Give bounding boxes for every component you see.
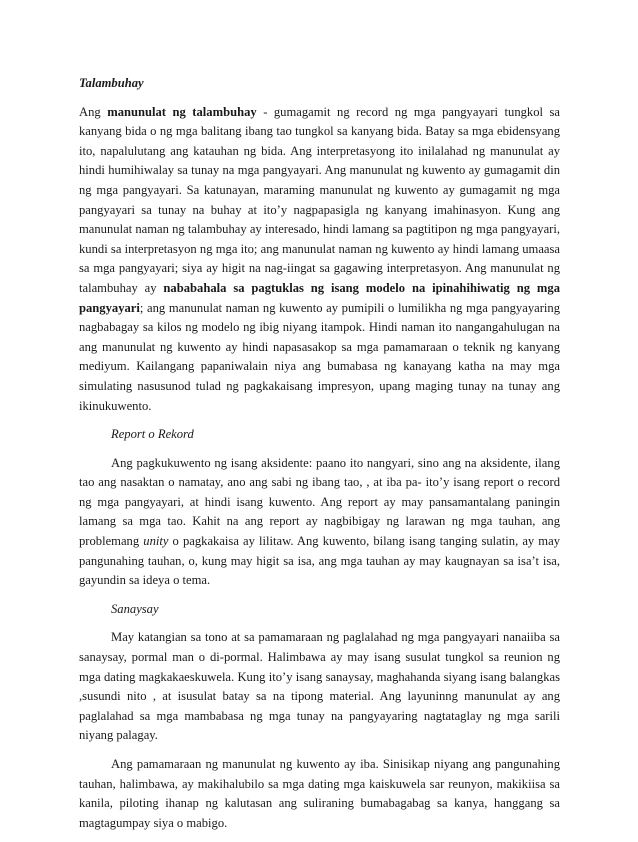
bold-phrase-modelo: nababahala sa pagtuklas ng isang modelo na ipinahihiwatig ng mga pangyayari (79, 280, 560, 315)
bold-term-manunulat: manunulat ng talambuhay (107, 104, 257, 119)
subheading-report: Report o Rekord (111, 427, 194, 442)
document-body (79, 74, 560, 842)
text-span: Ang pagkukuwento ng isang aksidente: paano ito nangyari, sino ang na aksidente, ilang tao ang nasaktan o namatay, ano ang sabi ng ibang tao, , at iba pa- ito’y isang report o record ng mga pangyayari, at hindi isang kuwento. Ang report ay may pansamantalang paningin lamang sa mga tao. Kahit na ang report ay nagbibigay ng larawan ng mga tauhan, ang problemang (79, 455, 560, 549)
paragraph-pamamaraan: Ang pamamaraan ng manunulat ng kuwento ay iba. Sinisikap niyang ang pangunahing tauhan, halimbawa, ay makihalubilo sa mga dating mga kaiskuwela sar reunyon, makikiisa sa kanila, piloting ihanap ng kalutasan ang suliraning bumabagabag sa kanya, hanggang sa magtagumpay siya o mabigo. (79, 757, 560, 830)
subheading-sanaysay: Sanaysay (111, 601, 159, 616)
paragraph-talambuhay (79, 103, 560, 417)
section-heading-talambuhay: Talambuhay (79, 76, 144, 90)
text-span: ; ang manunulat naman ng kuwento ay pumipili o lumilikha ng mga pangyayaring nagbabagay sa kilos ng modelo ng ibig niyang itampok. Hindi naman ito nangangahulugan na ang manunulat ng kuwento ay hindi napasasakop sa mga pamamaraan o teknik ng kanyang mediyum. Kailangang papaniwalain niya ang bumabasa ng kanayang katha na may mga simulating nasusunod tulad ng pagkakaisang impresyon, upang maging tunay na tunay ang ikinukuwento. (79, 300, 560, 413)
paragraph-sanaysay: May katangian sa tono at sa pamamaraan ng paglalahad ng mga pangyayari nanaiiba sa sanaysay, pormal man o di-pormal. Halimbawa ay may isang susulat tungkol sa reunion ng mga dating magkakaeskuwela. Kung ito’y isang sanaysay, maghahanda siyang isang balangkas ,susundi nito , at isusulat batay sa na tipong material. Ang layuninng manunulat ay ang paglalahad sa mga mambabasa ng mga tunay na pangyayaring nagtataglay ng mga sarili niyang palagay. (79, 630, 560, 743)
paragraph-report (79, 454, 560, 591)
text-span: o pagkakaisa ay lilitaw. Ang kuwento, bilang isang tanging sulatin, ay may pangunahing tauhan, o, kung may higit sa isa, ang mga tauhan ay may kaugnayan sa isa’t isa, gayundin sa ideya o tema. (79, 534, 560, 588)
text-span: Ang (79, 104, 108, 119)
italic-term-unity: unity (143, 534, 169, 549)
text-span: - gumagamit ng record ng mga pangyayari tungkol sa kanyang bida o ng mga balitang ibang tao tungkol sa kanyang bida. Batay sa mga ebidensyang ito, napalulutang ang katauhan ng bida. Ang interpretasyong ito inilalahad ng manunulat ay hindi humihiwalay sa tunay na mga pangyayari. Ang manunulat ng kuwento ay gumagamit din ng mga pangyayari. Sa katunayan, maraming manunulat ng kuwento ay gumagamit ng mga pangyayari sa tunay na buhay at ito’y nagpapasigla ng kanyang imahinasyon. Kung ang manunulat naman ng talambuhay ay interesado, hindi lamang sa pagtitipon ng mga pangyayari, kundi sa interpretasyon ng mga ito; ang manunulat naman ng kuwento ay hindi lamang umaasa sa mga pangyayari; siya ay higit na nag-iingat sa gagawing interpretasyon. Ang manunulat ng talambuhay ay (79, 104, 561, 295)
